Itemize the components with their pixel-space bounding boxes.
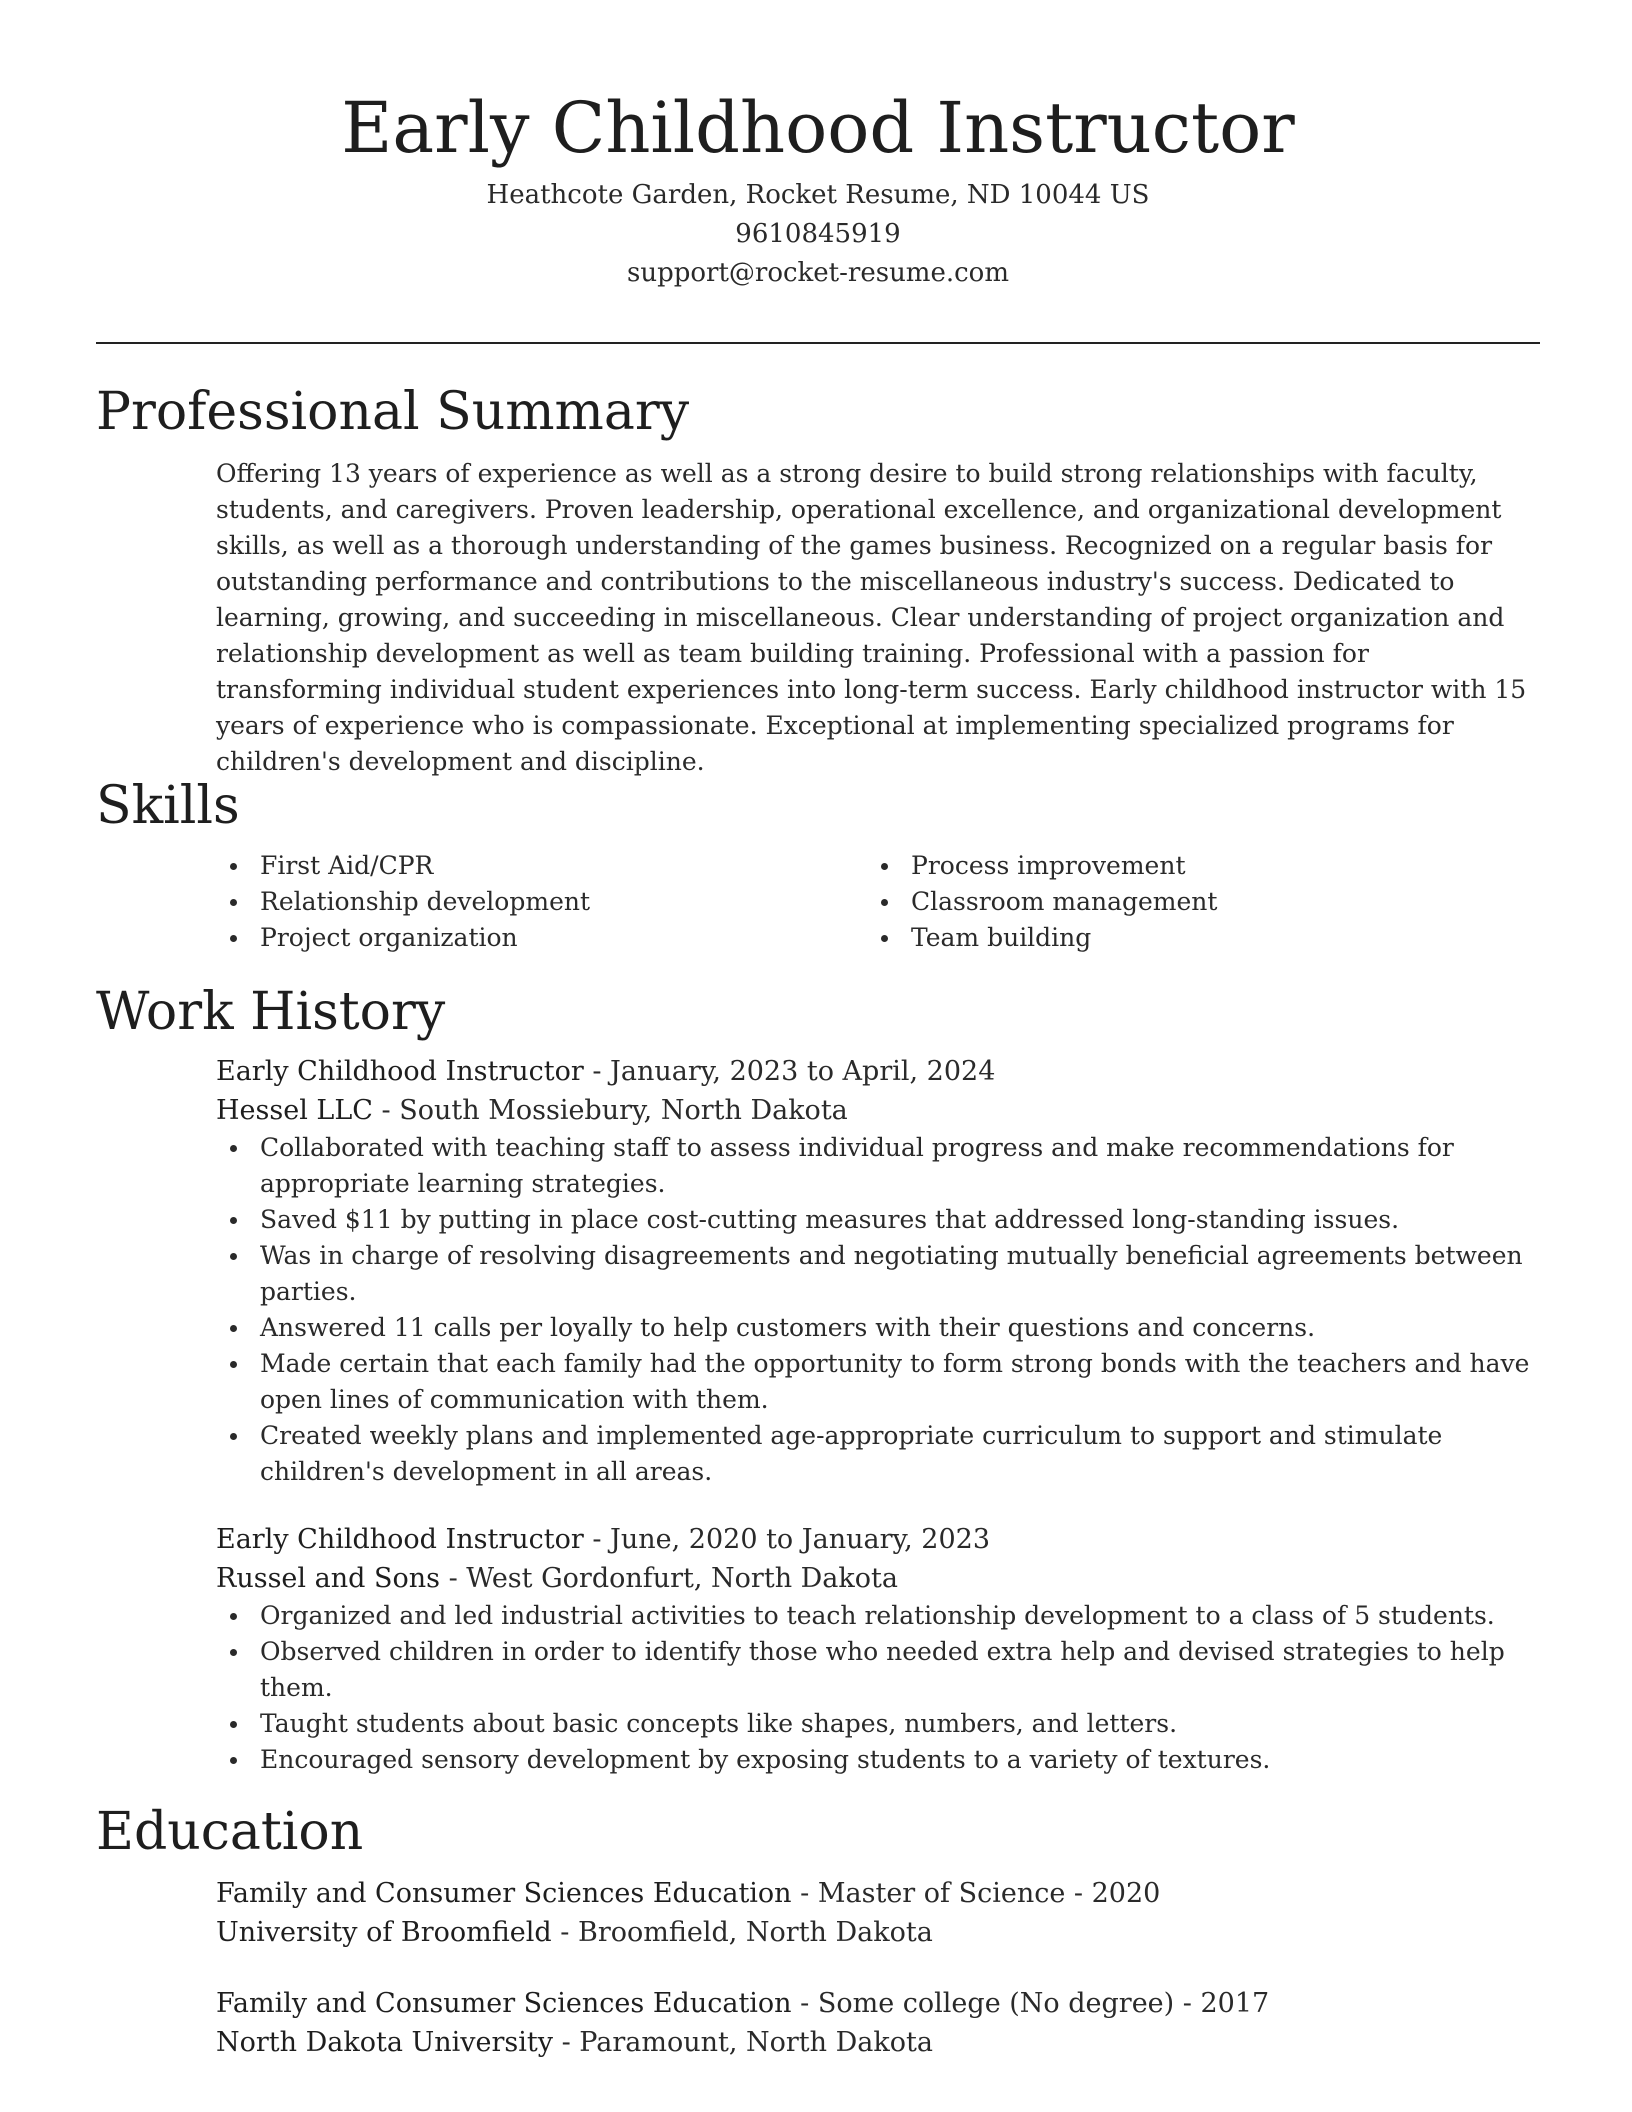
summary-title: Professional Summary (96, 382, 690, 442)
skills-section (96, 772, 1540, 956)
job-role: Early Childhood Instructor (216, 1056, 584, 1087)
job-entry (216, 1052, 1540, 1490)
job-bullet: Organized and led industrial activities to teach relationship development to a class of 5 students. (260, 1598, 1540, 1634)
education-location: - Paramount, North Dakota (553, 2027, 933, 2058)
contact-email: support@rocket-resume.com (626, 258, 1009, 288)
skill-item: Team building (911, 920, 1518, 956)
job-bullet: Observed children in order to identify those who needed extra help and devised strategies to help them. (260, 1634, 1540, 1706)
job-location: - West Gordonfurt, North Dakota (439, 1563, 898, 1594)
work-history-section (96, 978, 1540, 1808)
education-school: University of Broomfield (216, 1917, 552, 1948)
education-field: Family and Consumer Sciences Education (216, 1988, 792, 2019)
education-section (96, 1798, 1540, 2094)
summary-text: Offering 13 years of experience as well as a strong desire to build strong relationships with faculty, students, and caregivers. Proven leadership, operational excellence, and organizational development skills, as well as a thorough understanding of the games business. Recognized on a regular basis for outstanding performance and contributions to the miscellaneous industry's success. Dedicated to learning, growing, and succeeding in miscellaneous. Clear understanding of project organization and relationship development as well as team building training. Professional with a passion for transforming individual student experiences into long-term success. Early childhood instructor with 15 years of experience who is compassionate. Exceptional at implementing specialized programs for children's development and discipline. (216, 459, 1527, 776)
work-history-title: Work History (96, 982, 446, 1042)
job-dates: - June, 2020 to January, 2023 (583, 1524, 991, 1555)
candidate-name: Early Childhood Instructor (341, 87, 1295, 169)
education-degree-line (216, 1984, 1540, 2023)
job-role-line (216, 1520, 1540, 1559)
bullet-dot (230, 1721, 237, 1728)
job-bullet: Created weekly plans and implemented age-appropriate curriculum to support and stimulate children's development in all areas. (260, 1418, 1540, 1490)
skills-grid (216, 848, 1540, 956)
education-field: Family and Consumer Sciences Education (216, 1878, 792, 1909)
bullet-dot (230, 1649, 237, 1656)
job-bullet: Saved $11 by putting in place cost-cutting measures that addressed long-standing issues. (260, 1202, 1540, 1238)
job-company-line (216, 1091, 1540, 1130)
job-role: Early Childhood Instructor (216, 1524, 584, 1555)
contact-phone: 9610845919 (735, 219, 901, 249)
skills-title: Skills (96, 776, 240, 836)
skill-item: Project organization (260, 920, 867, 956)
education-degree: - Master of Science - 2020 (791, 1878, 1161, 1909)
job-bullet: Collaborated with teaching staff to assess individual progress and make recommendations for appropriate learning strategies. (260, 1130, 1540, 1202)
bullet-dot (230, 1433, 237, 1440)
bullet-dot (881, 899, 888, 906)
contact-address: Heathcote Garden, Rocket Resume, ND 10044 US (486, 180, 1150, 210)
job-entry (216, 1520, 1540, 1778)
bullet-dot (230, 1361, 237, 1368)
bullet-dot (230, 935, 237, 942)
bullet-dot (230, 1217, 237, 1224)
skill-item: Classroom management (911, 884, 1518, 920)
bullet-dot (230, 1145, 237, 1152)
job-company-line (216, 1559, 1540, 1598)
education-school-line (216, 1913, 1540, 1952)
job-dates: - January, 2023 to April, 2024 (583, 1056, 996, 1087)
bullet-dot (230, 1613, 237, 1620)
skill-item: First Aid/CPR (260, 848, 867, 884)
job-company: Russel and Sons (216, 1563, 440, 1594)
skill-item: Relationship development (260, 884, 867, 920)
education-school-line (216, 2023, 1540, 2062)
bullet-dot (230, 1325, 237, 1332)
resume-header (96, 80, 1540, 293)
bullet-dot (230, 863, 237, 870)
skills-column-left (216, 848, 867, 956)
job-bullet: Taught students about basic concepts like shapes, numbers, and letters. (260, 1706, 1540, 1742)
bullet-dot (881, 935, 888, 942)
skills-column-right (867, 848, 1518, 956)
job-bullet: Made certain that each family had the opportunity to form strong bonds with the teachers and have open lines of communication with them. (260, 1346, 1540, 1418)
education-degree: - Some college (No degree) - 2017 (791, 1988, 1270, 2019)
education-location: - Broomfield, North Dakota (551, 1917, 933, 1948)
job-bullet: Encouraged sensory development by exposing students to a variety of textures. (260, 1742, 1540, 1778)
bullet-dot (230, 899, 237, 906)
bullet-dot (230, 1253, 237, 1260)
skill-item: Process improvement (911, 848, 1518, 884)
education-title: Education (96, 1802, 364, 1862)
summary-section (96, 378, 1540, 780)
job-role-line (216, 1052, 1540, 1091)
bullet-dot (881, 863, 888, 870)
job-bullet: Answered 11 calls per loyally to help customers with their questions and concerns. (260, 1310, 1540, 1346)
education-entry (216, 1874, 1540, 1952)
header-divider (96, 342, 1540, 344)
education-entry (216, 1984, 1540, 2062)
bullet-dot (230, 1757, 237, 1764)
education-school: North Dakota University (216, 2027, 554, 2058)
job-company: Hessel LLC (216, 1095, 373, 1126)
job-bullet: Was in charge of resolving disagreements and negotiating mutually beneficial agreements between parties. (260, 1238, 1540, 1310)
job-location: - South Mossiebury, North Dakota (372, 1095, 848, 1126)
education-degree-line (216, 1874, 1540, 1913)
